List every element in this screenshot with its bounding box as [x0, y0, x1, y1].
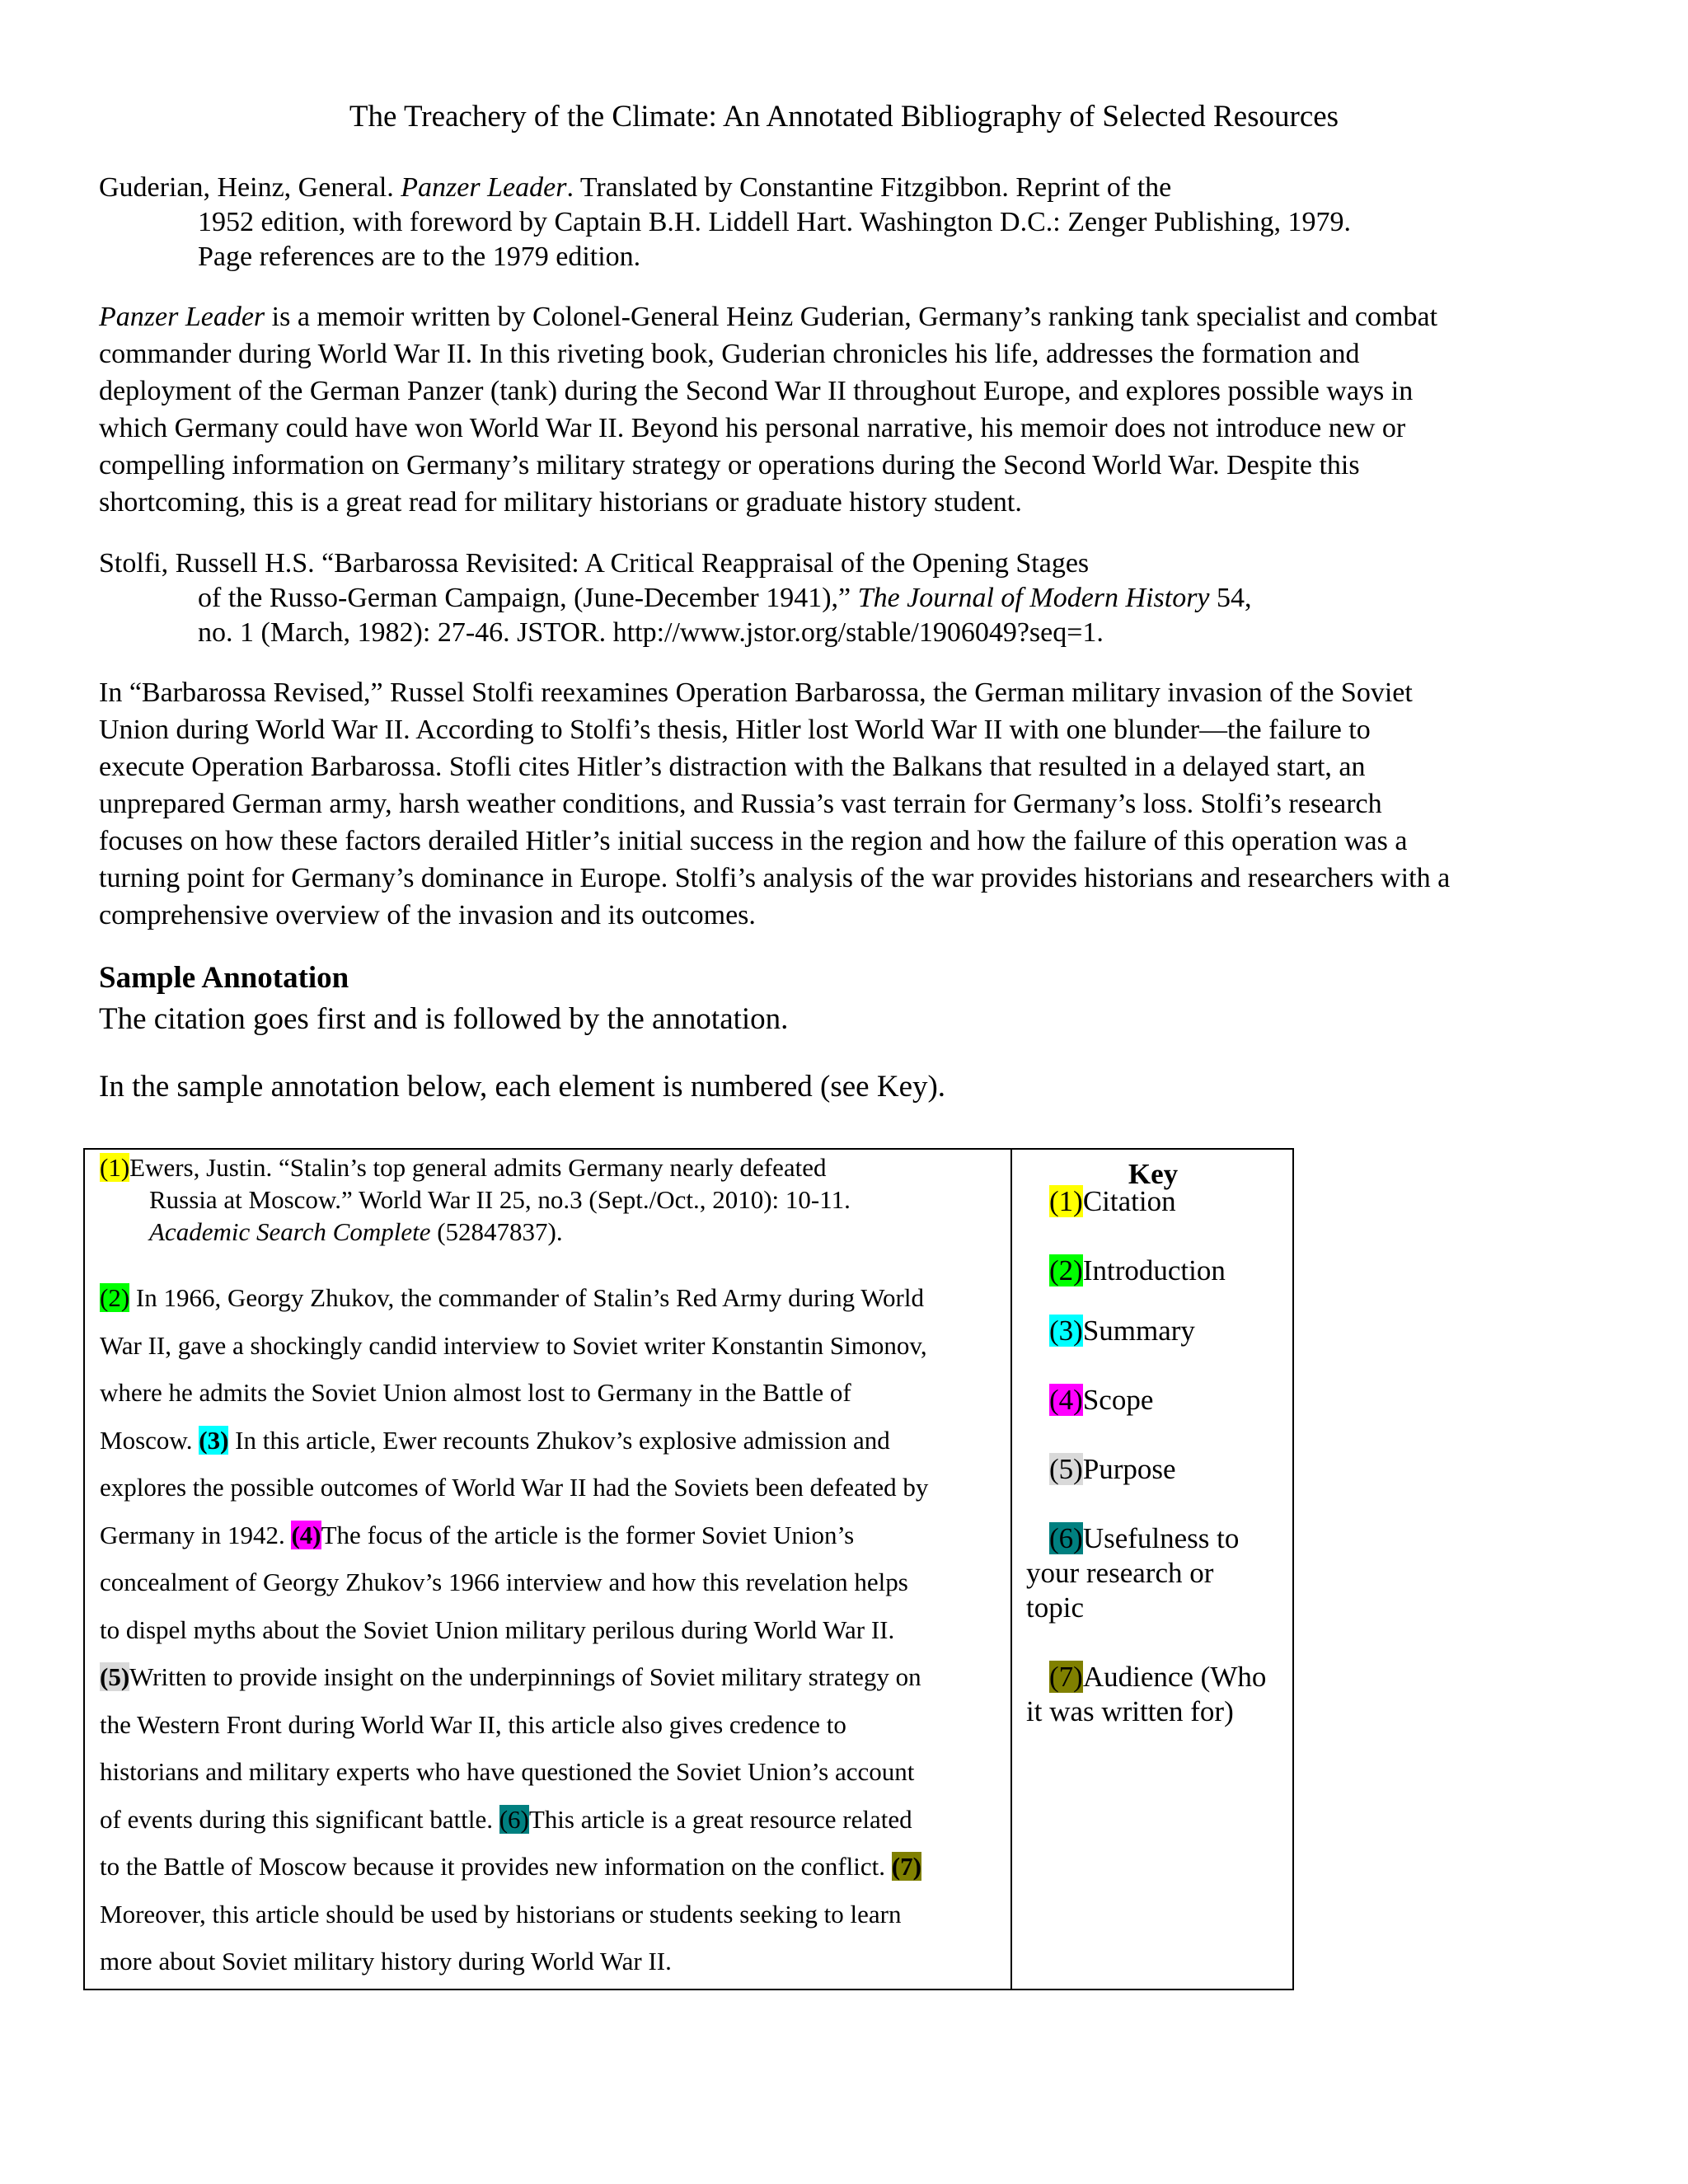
book-title: Panzer Leader — [401, 172, 567, 203]
annotation-line: execute Operation Barbarossa. Stofli cites Hitler’s distraction with the Balkans that resulted in a delayed start, an — [99, 752, 1366, 782]
key-item-line: topic — [1026, 1591, 1084, 1624]
database-name: Academic Search Complete — [149, 1217, 431, 1246]
key-marker: (3) — [1049, 1315, 1083, 1347]
key-item-line — [1026, 1184, 1290, 1219]
key-marker: (1) — [1049, 1185, 1083, 1217]
annotation-line: more about Soviet military history during World War II. — [100, 1947, 672, 1975]
key-label: Summary — [1082, 1315, 1195, 1347]
sample-annotation-box — [83, 1148, 1294, 1990]
page-title: The Treachery of the Climate: An Annotated Bibliography of Selected Resources — [349, 100, 1339, 134]
annotation-line: compelling information on Germany’s military strategy or operations during the Second World War. Despite this — [99, 450, 1360, 480]
annotation-text: In this article, Ewer recounts Zhukov’s explosive admission and — [228, 1425, 890, 1455]
sample-intro-line: The citation goes first and is followed by the annotation. — [99, 1002, 789, 1036]
annotation-line: Moreover, this article should be used by historians or students seeking to learn — [100, 1899, 902, 1929]
annotation-text: is a memoir written by Colonel-General Heinz Guderian, Germany’s ranking tank specialist and combat — [265, 302, 1438, 332]
citation-line — [100, 1151, 851, 1183]
key-label: Usefulness to — [1082, 1522, 1240, 1554]
key-item-line: your research or — [1026, 1557, 1214, 1589]
citation-line: Stolfi, Russell H.S. “Barbarossa Revisited: A Critical Reappraisal of the Opening Stages — [99, 548, 1090, 579]
annotation-line — [100, 1796, 1002, 1844]
annotation-line: unprepared German army, harsh weather conditions, and Russia’s vast terrain for Germany’s loss. Stolfi’s research — [99, 789, 1382, 819]
key-item-line — [1026, 1521, 1290, 1556]
key-item-line — [1026, 1383, 1290, 1418]
citation-line — [99, 581, 1500, 616]
annotation-text: In 1966, Georgy Zhukov, the commander of Stalin’s Red Army during World — [129, 1283, 924, 1312]
citation-text: 54, — [1209, 583, 1252, 613]
annotation-text: of events during this significant battle. — [100, 1804, 499, 1834]
annotation-stolfi — [99, 674, 1582, 934]
annotation-text: to the Battle of Moscow because it provides new information on the conflict. — [100, 1852, 892, 1881]
annotation-line: focuses on how these factors derailed Hitler’s initial success in the region and how the failure of this operation was a — [99, 826, 1408, 856]
annotation-line — [99, 298, 1582, 335]
citation-line — [100, 1216, 851, 1248]
key-title: Key — [1128, 1158, 1179, 1190]
marker-introduction: (2) — [100, 1283, 130, 1312]
annotation-line: turning point for Germany’s dominance in Europe. Stolfi’s analysis of the war provides historians and researchers with a — [99, 863, 1451, 893]
annotation-line: to dispel myths about the Soviet Union military perilous during World War II. — [100, 1615, 895, 1644]
key-item-summary — [1026, 1314, 1290, 1348]
key-label: Citation — [1082, 1185, 1176, 1217]
annotation-line: explores the possible outcomes of World War II had the Soviets been defeated by — [100, 1473, 929, 1502]
key-item-scope — [1026, 1383, 1290, 1418]
key-item-usefulness — [1026, 1521, 1290, 1625]
citation-line: no. 1 (March, 1982): 27-46. JSTOR. http://www.jstor.org/stable/1906049?seq=1. — [198, 617, 1104, 648]
sample-annotation-body — [100, 1274, 1002, 1985]
key-panel — [1012, 1150, 1294, 1989]
citation-text: of the Russo-German Campaign, (June-December 1941),” — [198, 583, 858, 613]
annotation-text: Moscow. — [100, 1425, 199, 1455]
citation-line: 1952 edition, with foreword by Captain B.H. Liddell Hart. Washington D.C.: Zenger Publishing, 1979. — [198, 207, 1351, 237]
book-title: Panzer Leader — [99, 302, 265, 332]
key-item-line — [1026, 1314, 1290, 1348]
key-label: Introduction — [1082, 1254, 1226, 1286]
annotation-line: War II, gave a shockingly candid interview to Soviet writer Konstantin Simonov, — [100, 1330, 927, 1360]
key-item-line: it was written for) — [1026, 1695, 1234, 1727]
key-marker: (6) — [1049, 1522, 1083, 1554]
annotation-line — [100, 1417, 1002, 1465]
key-item-line — [1026, 1254, 1290, 1288]
annotation-line: comprehensive overview of the invasion and its outcomes. — [99, 900, 756, 930]
annotation-line: shortcoming, this is a great read for military historians or graduate history student. — [99, 487, 1022, 518]
key-label: Audience (Who — [1082, 1661, 1267, 1693]
marker-summary: (3) — [199, 1425, 229, 1455]
annotation-line: concealment of Georgy Zhukov’s 1966 interview and how this revelation helps — [100, 1568, 908, 1596]
citation-text: Guderian, Heinz, General. — [99, 172, 401, 203]
annotation-line: which Germany could have won World War II. Beyond his personal narrative, his memoir does not introduce new or — [99, 413, 1406, 443]
citation-stolfi — [99, 546, 1500, 650]
key-label: Scope — [1082, 1384, 1154, 1416]
key-item-citation — [1026, 1184, 1290, 1219]
key-marker: (7) — [1049, 1661, 1083, 1693]
marker-scope: (4) — [291, 1520, 321, 1549]
key-marker: (4) — [1049, 1384, 1083, 1416]
section-heading: Sample Annotation — [99, 961, 349, 995]
key-marker: (5) — [1049, 1453, 1083, 1485]
citation-line — [99, 171, 1500, 205]
annotation-line — [100, 1274, 1002, 1322]
marker-audience: (7) — [891, 1852, 921, 1881]
annotation-guderian — [99, 298, 1582, 521]
sample-intro-line: In the sample annotation below, each element is numbered (see Key). — [99, 1070, 946, 1104]
annotation-text: The focus of the article is the former Soviet Union’s — [321, 1520, 855, 1549]
citation-text: . Translated by Constantine Fitzgibbon. Reprint of the — [566, 172, 1172, 203]
citation-guderian — [99, 171, 1500, 274]
key-item-audience — [1026, 1660, 1290, 1729]
journal-title: The Journal of Modern History — [857, 583, 1210, 613]
key-label: Purpose — [1082, 1453, 1176, 1485]
marker-purpose: (5) — [100, 1662, 130, 1691]
citation-text: (52847837). — [430, 1217, 563, 1246]
annotation-line: historians and military experts who have questioned the Soviet Union’s account — [100, 1757, 915, 1786]
marker-citation: (1) — [100, 1153, 130, 1182]
annotation-line: where he admits the Soviet Union almost lost to Germany in the Battle of — [100, 1378, 851, 1407]
key-item-introduction — [1026, 1254, 1290, 1288]
sample-citation — [100, 1151, 851, 1248]
key-item-line — [1026, 1452, 1290, 1487]
annotation-text: Written to provide insight on the underpinnings of Soviet military strategy on — [129, 1662, 921, 1691]
annotation-line: deployment of the German Panzer (tank) during the Second War II throughout Europe, and explores possible ways in — [99, 376, 1414, 406]
key-marker: (2) — [1049, 1254, 1083, 1286]
annotation-line — [100, 1843, 1002, 1891]
annotation-text: This article is a great resource related — [528, 1804, 912, 1834]
annotation-line: the Western Front during World War II, this article also gives credence to — [100, 1709, 846, 1739]
key-item-purpose — [1026, 1452, 1290, 1487]
citation-line: Russia at Moscow.” World War II 25, no.3 (Sept./Oct., 2010): 10-11. — [149, 1185, 851, 1214]
citation-line: Page references are to the 1979 edition. — [198, 241, 641, 272]
annotation-line — [100, 1511, 1002, 1559]
marker-usefulness: (6) — [499, 1804, 529, 1834]
annotation-line: In “Barbarossa Revised,” Russel Stolfi reexamines Operation Barbarossa, the German military invasion of the Soviet — [99, 677, 1413, 708]
citation-text: Ewers, Justin. “Stalin’s top general admits Germany nearly defeated — [129, 1153, 827, 1182]
annotation-line: commander during World War II. In this riveting book, Guderian chronicles his life, addresses the formation and — [99, 339, 1360, 369]
annotation-text: Germany in 1942. — [100, 1520, 292, 1549]
key-item-line — [1026, 1660, 1290, 1694]
annotation-line: Union during World War II. According to Stolfi’s thesis, Hitler lost World War II with one blunder—the failure to — [99, 715, 1371, 745]
annotation-line — [100, 1653, 1002, 1701]
